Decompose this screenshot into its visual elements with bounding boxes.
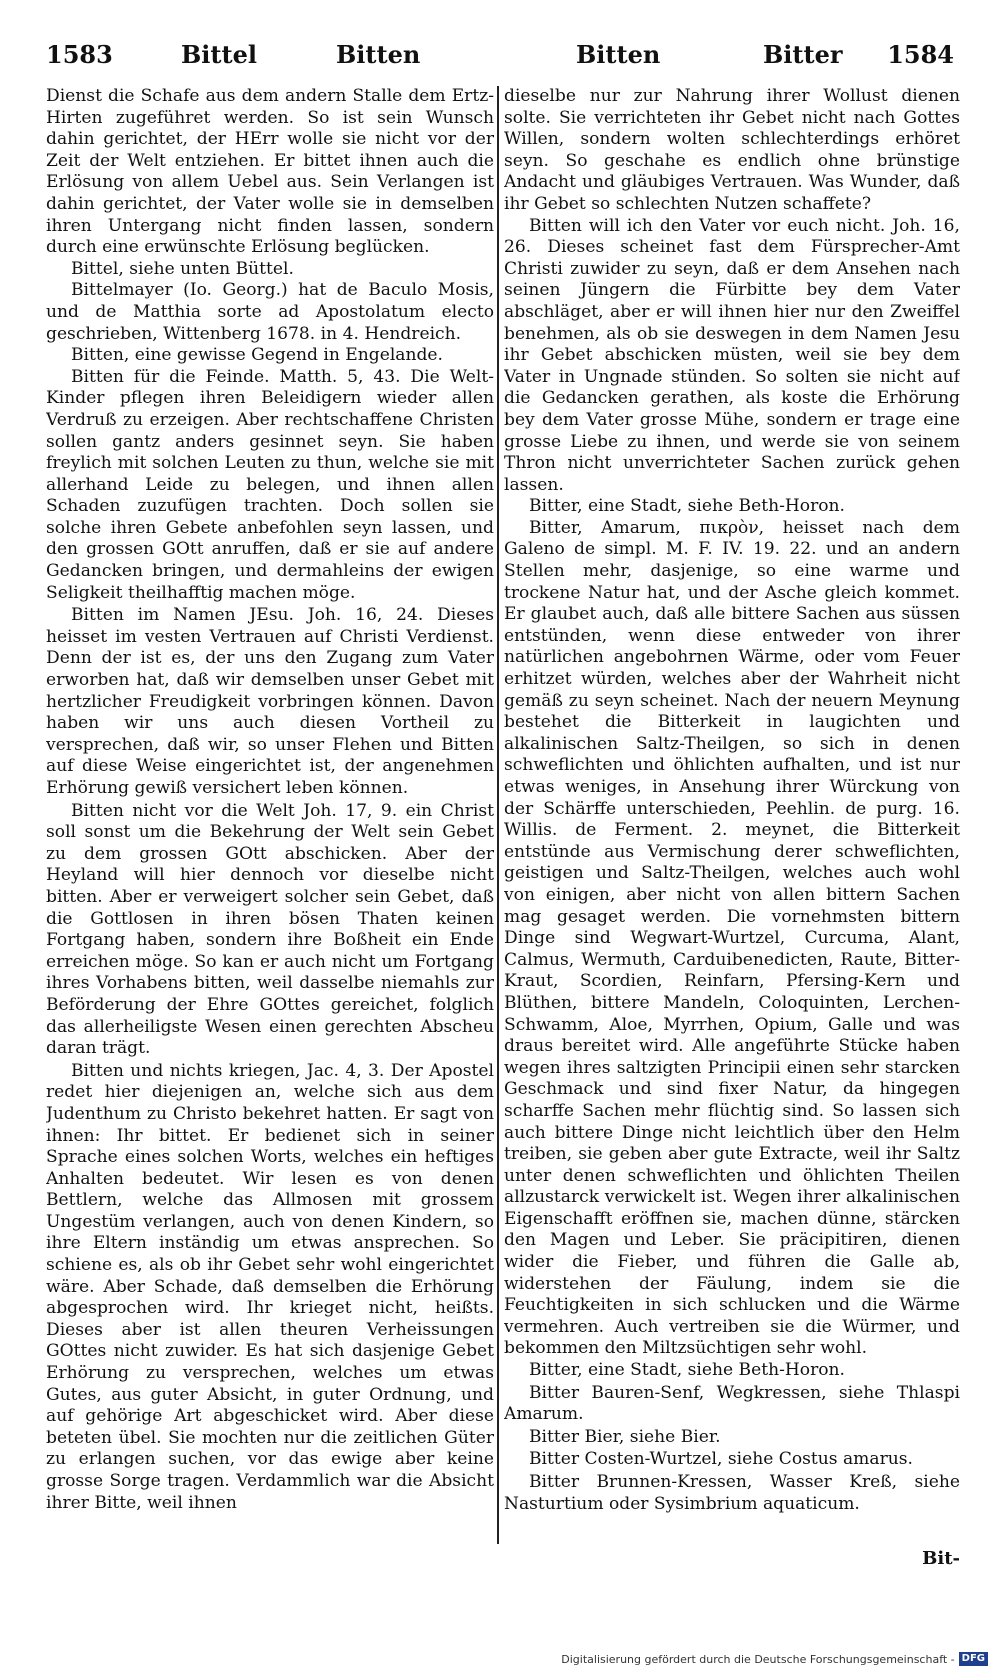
header-left-word-2: Bitten xyxy=(336,40,421,69)
entry-bitter-bauren-senf: Bitter Bauren-Senf, Wegkressen, siehe Thlaspi Amarum. xyxy=(504,1382,960,1425)
entry-bitten-nicht-vor-die-welt: Bitten nicht vor die Welt Joh. 17, 9. ein Christ soll sonst um die Bekehrung der Welt sein Gebet zu dem grossen GOtt abschicken. Aber der Heyland will hier dennoch vor dieselbe nicht bitten. Aber er verweigert solcher sein Gebet, daß die Gottlosen in ihren bösen Thaten keinen Fortgang haben, sondern ihre Boßheit ein Ende erreichen möge. So kan er auch nicht um Fortgang ihres Vorhabens bitten, weil dasselbe niemahls zur Beförderung der Ehre GOttes gereichet, folglich das allerheiligste Wesen einen gerechten Abscheu daran trägt. xyxy=(46,800,494,1059)
running-header xyxy=(46,40,954,84)
column-divider xyxy=(497,86,499,1544)
digitization-footer xyxy=(561,1651,988,1667)
entry-bitter-bier: Bitter Bier, siehe Bier. xyxy=(529,1426,721,1447)
dfg-logo-icon: DFG xyxy=(959,1652,988,1666)
entry-bitter-amarum: Bitter, Amarum, πικρὸν, heisset nach dem Galeno de simpl. M. F. IV. 19. 22. und an andern Stellen mehr, dasjenige, so eine warme und trockene Natur hat, und der Asche gleich kommet. Er glaubet auch, daß alle bittere Sachen aus süssen entstünden, wenn diese entweder von ihrer natürlichen angebohrnen Wärme, oder vom Feuer erhitzet würden, welches aber der Wahrheit nicht gemäß zu seyn scheinet. Nach der neuern Meynung bestehet die Bitterkeit in laugichten und alkalinischen Saltz-Theilgen, so sich in denen schweflichten und öhlichten aufhalten, und ist nur etwas weniges, in Ansehung ihrer Würckung von der Schärffe unterschieden, Peehlin. de purg. 16. Willis. de Ferment. 2. meynet, die Bitterkeit entstünde aus Vermischung derer schweflichten, geistigen und Saltz-Theilgen, welches auch wohl von einigen, aber nicht von allen bittern Sachen mag gesaget werden. Die vornehmsten bittern Dinge sind Wegwart-Wurtzel, Curcuma, Alant, Calmus, Wermuth, Carduibenedicten, Raute, Bitter-Kraut, Scordien, Reinfarn, Pfersing-Kern und Blüthen, bittere Mandeln, Coloquinten, Lerchen-Schwamm, Aloe, Myrrhen, Opium, Galle und was draus bereitet wird. Alle angeführte Stücke haben wegen ihres saltzigten Principii einen sehr starcken Geschmack und sind fixer Natur, da hingegen scharffe Sachen mehr flüchtig sind. So lassen sich auch bittere Dinge nicht leichtlich über den Helm treiben, sie geben aber gute Extracte, weil ihr Saltz unter denen schweflichten und öhlichten Theilen allzustarck verwickelt ist. Wegen ihrer alkalinischen Eigenschafft eröffnen sie, machen dünne, stärcken den Magen und Leber. Sie präcipitiren, dienen wider die Fieber, und führen die Galle ab, widerstehen der Fäulung, indem sie die Feuchtigkeiten in sich schlucken und die Wärme vermehren. Auch vertreiben sie die Würmer, und bekommen den Miltzsüchtigen sehr wohl. xyxy=(504,517,960,1359)
page-number-left: 1583 xyxy=(46,40,113,69)
catchword: Bit- xyxy=(922,1548,960,1569)
entry-bitter-brunnen-kressen: Bitter Brunnen-Kressen, Wasser Kreß, siehe Nasturtium oder Sysimbrium aquaticum. xyxy=(504,1472,960,1514)
entry-bitter-costen-wurtzel: Bitter Costen-Wurtzel, siehe Costus amarus. xyxy=(529,1449,913,1470)
right-column xyxy=(504,86,960,1546)
entry-bittel: Bittel, siehe unten Büttel. xyxy=(71,258,294,279)
entry-bitter-stadt: Bitter, eine Stadt, siehe Beth-Horon. xyxy=(529,496,845,517)
paragraph-continuation: Dienst die Schafe aus dem andern Stalle dem Ertz-Hirten zugeführet werden. So ist sein Wunsch dahin gerichtet, der HErr wolle sie nicht vor der Zeit der Welt entziehen. Er bittet ihnen auch die Erlösung von allem Uebel aus. Sein Verlangen ist dahin gerichtet, der Vater wolle sie in demselben ihren Untergang nicht finden lassen, sondern durch eine erwünschte Erlösung beglücken. xyxy=(46,86,494,258)
entry-bitten-und-nichts-kriegen: Bitten und nichts kriegen, Jac. 4, 3. Der Apostel redet hier diejenigen an, welche sich aus dem Judenthum zu Christo bekehret hatten. Er sagt von ihnen: Ihr bittet. Er bedienet sich in seiner Sprache eines solchen Worts, welches ein heftiges Anhalten bedeutet. Wir lesen es von denen Bettlern, welche das Allmosen mit grossem Ungestüm verlangen, auch von denen Kindern, so ihre Eltern inständig um etwas ansprechen. So schiene es, als ob ihr Gebet sehr wohl eingerichtet wäre. Aber Schade, daß demselben die Erhörung abgesprochen wird. Ihr krieget nicht, heißts. Dieses aber ist allen theuren Verheissungen GOttes nicht zuwider. Es hat sich dasjenige Gebet Erhörung zu versprechen, welches um etwas Gutes, aus guter Absicht, in guter Ordnung, und auf gehörige Art abgeschicket wird. Aber diese beteten übel. Sie mochten nur die zeitlichen Güter zu erlangen suchen, vor das ewige aber keine grosse Sorge tragen. Verdammlich war die Absicht ihrer Bitte, weil ihnen xyxy=(46,1060,494,1513)
footer-text: Digitalisierung gefördert durch die Deutsche Forschungsgemeinschaft - xyxy=(561,1652,955,1666)
page-number-right: 1584 xyxy=(887,40,954,69)
left-column xyxy=(46,86,494,1546)
entry-bitter-stadt-2: Bitter, eine Stadt, siehe Beth-Horon. xyxy=(529,1360,845,1381)
paragraph-continuation: dieselbe nur zur Nahrung ihrer Wollust dienen solte. Sie verrichteten ihr Gebet nicht nach Gottes Willen, sondern wolten schlechterdings erhöret seyn. So geschahe es endlich ohne brünstige Andacht und gläubiges Vertrauen. Was Wunder, daß ihr Gebet so schlechten Nutzen schaffete? xyxy=(504,86,960,214)
header-right-word-2: Bitter xyxy=(763,40,843,69)
entry-bitten-im-namen: Bitten im Namen JEsu. Joh. 16, 24. Dieses heisset im vesten Vertrauen auf Christi Verdienst. Denn der ist es, der uns den Zugang zum Vater erworben hat, daß wir demselben unser Gebet mit hertzlicher Freudigkeit vorbringen können. Davon haben wir uns auch diesen Vortheil zu versprechen, daß wir, so unser Flehen und Bitten auf diese Weise eingerichtet ist, der angenehmen Erhörung gewiß versichert leben können. xyxy=(46,605,494,798)
entry-bitten-will-ich: Bitten will ich den Vater vor euch nicht. Joh. 16, 26. Dieses scheinet fast dem Fürsprecher-Amt Christi zuwider zu seyn, daß er dem Ansehen nach seinen Jüngern die Fürbitte bey dem Vater abschläget, aber er will ihnen hier nur den Zweiffel benehmen, als ob sie deswegen in dem Namen Jesu ihr Gebet abschicken müsten, weil sie bey dem Vater in Ungnade stünden. So solten sie nicht auf die Gedancken gerathen, als koste die Erhörung bey dem Vater grosse Mühe, sondern er trage eine grosse Liebe zu ihnen, und werde sie von seinem Thron nicht unverrichteter Sachen zurück gehen lassen. xyxy=(504,215,960,495)
entry-bittelmayer: Bittelmayer (Io. Georg.) hat de Baculo Mosis, und de Matthia sorte ad Apostolatum electo geschrieben, Wittenberg 1678. in 4. Hendreich. xyxy=(46,280,494,344)
entry-bitten-gegend: Bitten, eine gewisse Gegend in Engelande. xyxy=(71,345,443,366)
entry-bitten-feinde: Bitten für die Feinde. Matth. 5, 43. Die Welt-Kinder pflegen ihren Beleidigern wieder allen Verdruß zu erzeigen. Aber rechtschaffene Christen sollen gantz anders gesinnet seyn. Sie haben freylich mit solchen Leuten zu thun, welche sie mit allerhand Leide zu belegen, und ihnen allen Schaden zuzufügen trachten. Doch sollen sie solche ihren Gebete anbefohlen seyn lassen, und den grossen GOtt anruffen, daß er sie auf andere Gedancken bringen, und dermahleins der ewigen Seligkeit theilhafftig machen möge. xyxy=(46,366,494,603)
header-right-word-1: Bitten xyxy=(576,40,661,69)
header-left-word-1: Bittel xyxy=(181,40,257,69)
